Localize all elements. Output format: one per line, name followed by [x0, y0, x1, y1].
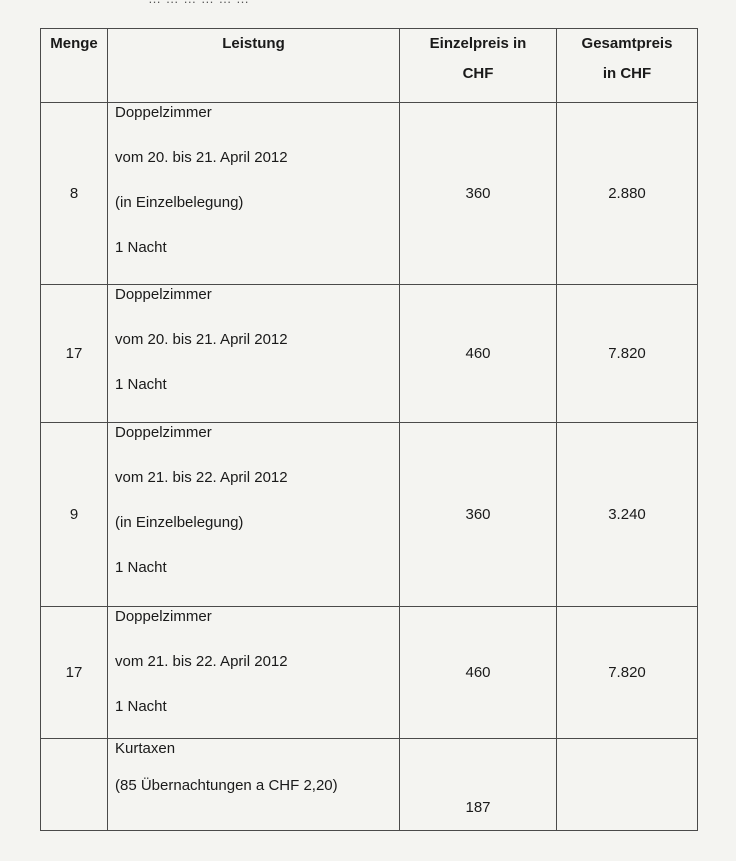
desc-line: vom 20. bis 21. April 2012 — [115, 149, 288, 166]
unit-price-cell: 360 — [400, 103, 557, 285]
qty-cell: 17 — [41, 285, 108, 423]
desc-cell — [108, 423, 400, 607]
desc-cell — [108, 285, 400, 423]
table-row — [41, 103, 698, 285]
unit-price-value: 187 — [465, 799, 491, 816]
unit-price-cell: 360 — [400, 423, 557, 607]
desc-line: Doppelzimmer — [115, 286, 212, 303]
total-price-cell: 3.240 — [557, 423, 698, 607]
unit-price-cell: 460 — [400, 285, 557, 423]
total-price-cell: 7.820 — [557, 607, 698, 739]
desc-cell — [108, 739, 400, 831]
desc-line: (in Einzelbelegung) — [115, 514, 244, 531]
qty-cell — [41, 739, 108, 831]
desc-line: (85 Übernachtungen a CHF 2,20) — [115, 777, 338, 794]
desc-cell — [108, 607, 400, 739]
desc-line: 1 Nacht — [115, 376, 167, 393]
desc-line: Kurtaxen — [115, 740, 176, 757]
total-price-cell: 7.820 — [557, 285, 698, 423]
table-row — [41, 423, 698, 607]
cropped-header-fragment — [148, 0, 250, 6]
qty-cell: 8 — [41, 103, 108, 285]
invoice-table — [40, 28, 698, 831]
total-price-cell: 2.880 — [557, 103, 698, 285]
unit-price-cell — [400, 739, 557, 831]
desc-line: 1 Nacht — [115, 559, 167, 576]
desc-line: vom 20. bis 21. April 2012 — [115, 331, 288, 348]
qty-cell: 17 — [41, 607, 108, 739]
unit-price-cell: 460 — [400, 607, 557, 739]
table-row — [41, 607, 698, 739]
desc-line: Doppelzimmer — [115, 424, 212, 441]
table-row — [41, 285, 698, 423]
header-desc: Leistung — [108, 29, 400, 103]
header-unit-price: Einzelpreis in CHF — [400, 29, 557, 103]
table-header-row — [41, 29, 698, 103]
desc-line: Doppelzimmer — [115, 104, 212, 121]
desc-line: 1 Nacht — [115, 239, 167, 256]
total-price-cell — [557, 739, 698, 831]
table-row — [41, 739, 698, 831]
desc-line: 1 Nacht — [115, 698, 167, 715]
desc-line: Doppelzimmer — [115, 608, 212, 625]
header-total-price: Gesamtpreis in CHF — [557, 29, 698, 103]
desc-line: (in Einzelbelegung) — [115, 194, 244, 211]
desc-line: vom 21. bis 22. April 2012 — [115, 469, 288, 486]
header-qty: Menge — [41, 29, 108, 103]
desc-cell — [108, 103, 400, 285]
cropped-header-text — [0, 0, 736, 12]
qty-cell: 9 — [41, 423, 108, 607]
desc-line: vom 21. bis 22. April 2012 — [115, 653, 288, 670]
